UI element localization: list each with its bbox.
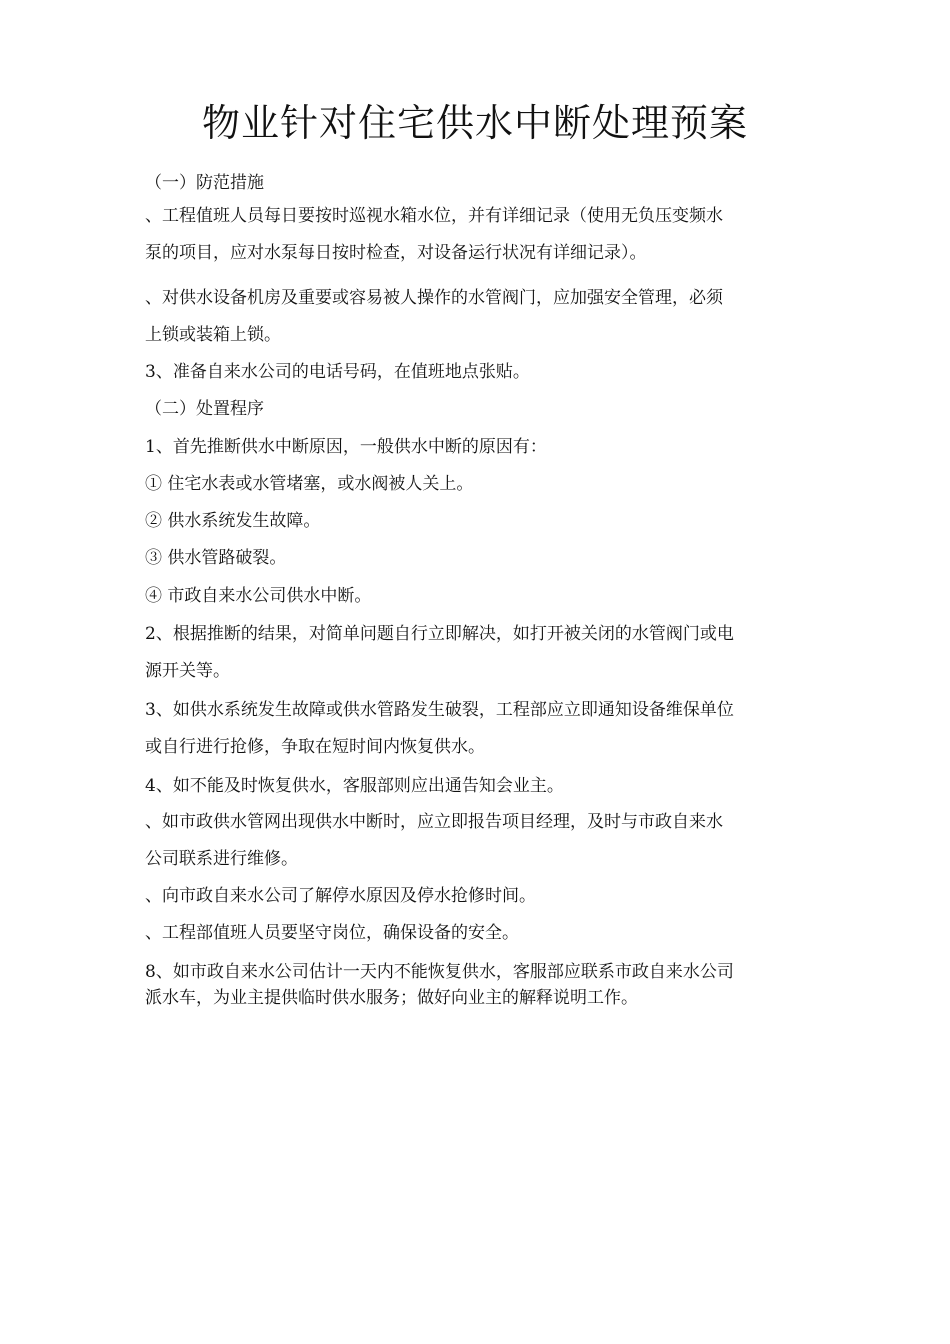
paragraph-line: 1、首先推断供水中断原因，一般供水中断的原因有： — [145, 437, 547, 457]
paragraph-line: 、工程部值班人员要坚守岗位，确保设备的安全。 — [145, 923, 519, 943]
paragraph-line: 泵的项目，应对水泵每日按时检查，对设备运行状况有详细记录）。 — [145, 243, 647, 263]
paragraph-line: 源开关等。 — [145, 661, 230, 681]
list-item: ① 住宅水表或水管堵塞，或水阀被人关上。 — [145, 474, 474, 494]
paragraph-line: 4、如不能及时恢复供水，客服部则应出通告知会业主。 — [145, 776, 564, 796]
list-item: ④ 市政自来水公司供水中断。 — [145, 586, 372, 606]
section-heading-procedure: （二）处置程序 — [145, 399, 264, 419]
paragraph-line: 8、如市政自来水公司估计一天内不能恢复供水，客服部应联系市政自来水公司 — [145, 962, 734, 982]
paragraph-line: 公司联系进行维修。 — [145, 849, 298, 869]
paragraph-line: 、对供水设备机房及重要或容易被人操作的水管阀门，应加强安全管理，必须 — [145, 288, 723, 308]
list-item: ③ 供水管路破裂。 — [145, 548, 287, 568]
paragraph-line: 3、准备自来水公司的电话号码，在值班地点张贴。 — [145, 362, 530, 382]
paragraph-line: 、如市政供水管网出现供水中断时，应立即报告项目经理，及时与市政自来水 — [145, 812, 723, 832]
paragraph-line: 或自行进行抢修，争取在短时间内恢复供水。 — [145, 737, 485, 757]
paragraph-line: 、向市政自来水公司了解停水原因及停水抢修时间。 — [145, 886, 536, 906]
paragraph-line: 3、如供水系统发生故障或供水管路发生破裂，工程部应立即通知设备维保单位 — [145, 700, 734, 720]
section-heading-prevention: （一）防范措施 — [145, 173, 264, 193]
paragraph-line: 派水车，为业主提供临时供水服务；做好向业主的解释说明工作。 — [145, 988, 638, 1008]
document-title: 物业针对住宅供水中断处理预案 — [201, 101, 748, 145]
list-item: ② 供水系统发生故障。 — [145, 511, 321, 531]
paragraph-line: 2、根据推断的结果，对简单问题自行立即解决，如打开被关闭的水管阀门或电 — [145, 624, 734, 644]
paragraph-line: 上锁或装箱上锁。 — [145, 325, 281, 345]
paragraph-line: 、工程值班人员每日要按时巡视水箱水位，并有详细记录（使用无负压变频水 — [145, 206, 723, 226]
